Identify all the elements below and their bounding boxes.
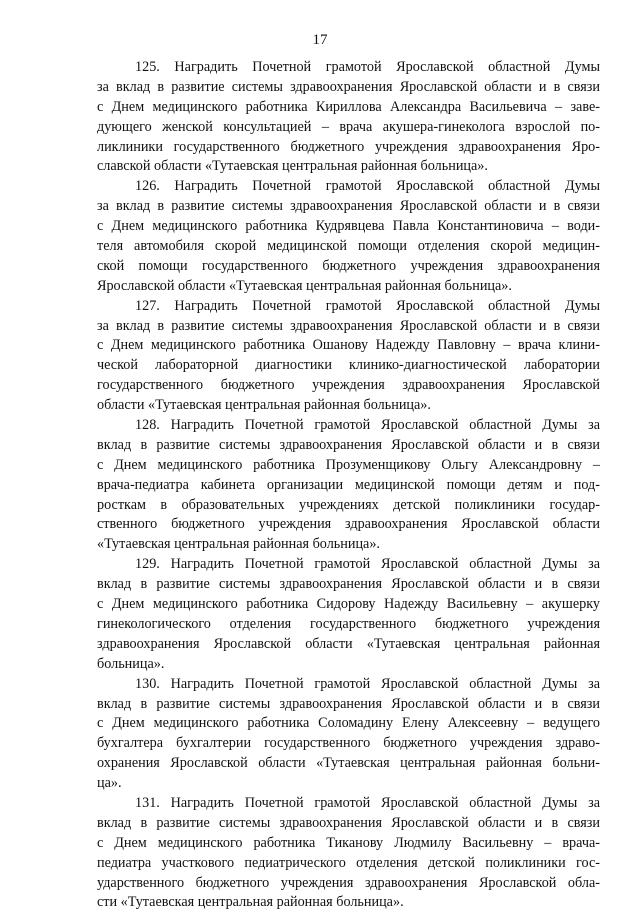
text-line: 125. Наградить Почетной грамотой Ярославской областной Думы xyxy=(135,59,600,75)
text-line: ческой лабораторной диагностики клинико-диагностической лаборатории xyxy=(97,357,600,374)
text-line: 126. Наградить Почетной грамотой Ярославской областной Думы xyxy=(135,178,600,195)
text-line: вклад в развитие системы здравоохранения Ярославской области и в связи xyxy=(97,695,600,712)
text-line: дующего женской консультацией – врача акушера-гинеколога взрослой по- xyxy=(97,118,600,135)
text-line: ской помощи государственного бюджетного учреждения здравоохранения xyxy=(97,257,600,274)
text-line: с Днем медицинского работника Прозуменщикову Ольгу Александровну – xyxy=(97,456,600,473)
text-line: ударственного бюджетного учреждения здравоохранения Ярославской обла- xyxy=(97,874,600,891)
text-line: с Днем медицинского работника Тиканову Людмилу Васильевну – врача- xyxy=(97,834,600,851)
text-line: ственного бюджетного учреждения здравоохранения Ярославской области xyxy=(97,516,600,533)
resolution-item xyxy=(97,58,600,177)
text-line: ца». xyxy=(97,775,122,792)
text-line: с Днем медицинского работника Соломадину Елену Алексеевну – ведущего xyxy=(97,715,600,732)
text-line: 130. Наградить Почетной грамотой Ярославской областной Думы за xyxy=(135,675,600,692)
text-line: с Днем медицинского работника Кудрявцева Павла Константиновича – води- xyxy=(97,218,600,235)
text-line: педиатра участкового педиатрического отделения детской поликлиники гос- xyxy=(97,854,600,871)
text-line: области «Тутаевская центральная районная больница». xyxy=(97,397,431,414)
text-line: 129. Наградить Почетной грамотой Ярославской областной Думы за xyxy=(135,556,600,573)
text-line: 128. Наградить Почетной грамотой Ярославской областной Думы за xyxy=(135,417,600,434)
text-line: вклад в развитие системы здравоохранения Ярославской области и в связи xyxy=(97,576,600,593)
text-line: теля автомобиля скорой медицинской помощи отделения скорой медицин- xyxy=(97,238,600,255)
resolution-item xyxy=(97,794,600,913)
resolution-item xyxy=(97,177,600,296)
text-line: с Днем медицинского работника Ошанову Надежду Павловну – врача клини- xyxy=(97,337,600,354)
text-line: бухгалтера бухгалтерии государственного бюджетного учреждения здраво- xyxy=(97,735,600,752)
text-line: росткам в образовательных учреждениях детской поликлиники государ- xyxy=(97,496,600,513)
resolution-item xyxy=(97,555,600,674)
document-body xyxy=(97,58,600,913)
text-line: государственного бюджетного учреждения здравоохранения Ярославской xyxy=(97,377,600,394)
text-line: за вклад в развитие системы здравоохранения Ярославской области и в связи xyxy=(97,317,600,334)
text-line: 127. Наградить Почетной грамотой Ярославской областной Думы xyxy=(135,297,600,314)
resolution-item xyxy=(97,297,600,416)
text-line: больница». xyxy=(97,655,165,672)
text-line: Ярославской области «Тутаевская центральная районная больница». xyxy=(97,277,512,294)
text-line: за вклад в развитие системы здравоохранения Ярославской области и в связи xyxy=(97,198,600,215)
text-line: славской области «Тутаевская центральная районная больница». xyxy=(97,158,488,175)
text-line: здравоохранения Ярославской области «Тутаевская центральная районная xyxy=(97,635,600,652)
text-line: 131. Наградить Почетной грамотой Ярославской областной Думы за xyxy=(135,794,600,811)
text-line: ликлиники государственного бюджетного учреждения здравоохранения Яро- xyxy=(97,138,600,155)
resolution-item xyxy=(97,675,600,794)
resolution-item xyxy=(97,416,600,555)
text-line: с Днем медицинского работника Сидорову Надежду Васильевну – акушерку xyxy=(97,596,600,613)
text-line: гинекологического отделения государственного бюджетного учреждения xyxy=(97,615,600,632)
text-line: вклад в развитие системы здравоохранения Ярославской области и в связи xyxy=(97,436,600,453)
text-line: охранения Ярославской области «Тутаевская центральная районная больни- xyxy=(97,755,600,772)
text-line: сти «Тутаевская центральная районная больница». xyxy=(97,894,404,911)
text-line: за вклад в развитие системы здравоохранения Ярославской области и в связи xyxy=(97,78,600,95)
text-line: вклад в развитие системы здравоохранения Ярославской области и в связи xyxy=(97,814,600,831)
text-line: врача-педиатра кабинета организации медицинской помощи детям и под- xyxy=(97,476,600,493)
page-number: 17 xyxy=(312,32,328,48)
text-line: «Тутаевская центральная районная больница». xyxy=(97,536,380,553)
text-line: с Днем медицинского работника Кириллова Александра Васильевича – заве- xyxy=(97,98,600,115)
